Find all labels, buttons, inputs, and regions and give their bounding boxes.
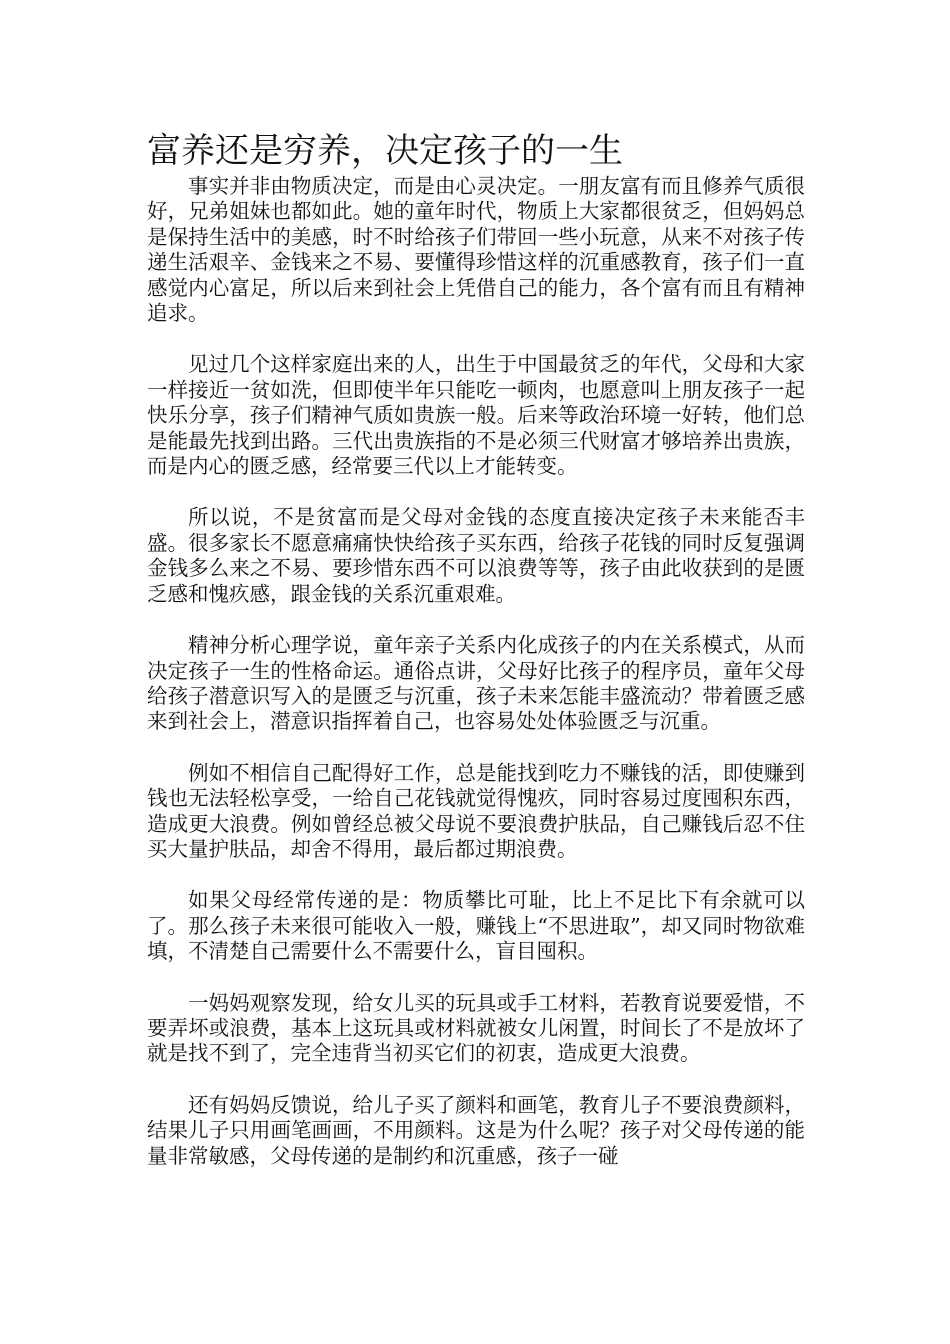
article-body: [147, 128, 805, 1228]
paragraph-5: 例如不相信自己配得好工作，总是能找到吃力不赚钱的活，即使赚到钱也无法轻松享受，一给自己花钱就觉得愧疚，同时容易过度囤积东西，造成更大浪费。例如曾经总被父母说不要浪费护肤品，自己赚钱后忍不住买大量护肤品，却舍不得用，最后都过期浪费。: [147, 760, 805, 861]
paragraph-3: 所以说，不是贫富而是父母对金钱的态度直接决定孩子未来能否丰盛。很多家长不愿意痛痛快快给孩子买东西，给孩子花钱的同时反复强调金钱多么来之不易、要珍惜东西不可以浪费等等，孩子由此收获到的是匮乏感和愧疚感，跟金钱的关系沉重艰难。: [147, 505, 805, 606]
paragraph-4: 精神分析心理学说，童年亲子关系内化成孩子的内在关系模式，从而决定孩子一生的性格命运。通俗点讲，父母好比孩子的程序员，童年父母给孩子潜意识写入的是匮乏与沉重，孩子未来怎能丰盛流动？带着匮乏感来到社会上，潜意识指挥着自己，也容易处处体验匮乏与沉重。: [147, 633, 805, 734]
paragraph-6: 如果父母经常传递的是：物质攀比可耻，比上不足比下有余就可以了。那么孩子未来很可能收入一般，赚钱上“不思进取”，却又同时物欲难填，不清楚自己需要什么不需要什么，盲目囤积。: [147, 888, 805, 964]
page-title: 富养还是穷养，决定孩子的一生: [147, 131, 623, 171]
paragraph-7: 一妈妈观察发现，给女儿买的玩具或手工材料，若教育说要爱惜，不要弄坏或浪费，基本上这玩具或材料就被女儿闲置，时间长了不是放坏了就是找不到了，完全违背当初买它们的初衷，造成更大浪费。: [147, 990, 805, 1066]
paragraph-2: 见过几个这样家庭出来的人，出生于中国最贫乏的年代，父母和大家一样接近一贫如洗，但即使半年只能吃一顿肉，也愿意叫上朋友孩子一起快乐分享，孩子们精神气质如贵族一般。后来等政治环境一好转，他们总是能最先找到出路。三代出贵族指的不是必须三代财富才够培养出贵族，而是内心的匮乏感，经常要三代以上才能转变。: [147, 352, 805, 479]
paragraph-1: 事实并非由物质决定，而是由心灵决定。一朋友富有而且修养气质很好，兄弟姐妹也都如此。她的童年时代，物质上大家都很贫乏，但妈妈总是保持生活中的美感，时不时给孩子们带回一些小玩意，从来不对孩子传递生活艰辛、金钱来之不易、要懂得珍惜这样的沉重感教育，孩子们一直感觉内心富足，所以后来到社会上凭借自己的能力，各个富有而且有精神追求。: [147, 174, 805, 326]
paragraph-8: 还有妈妈反馈说，给儿子买了颜料和画笔，教育儿子不要浪费颜料，结果儿子只用画笔画画，不用颜料。这是为什么呢？孩子对父母传递的能量非常敏感，父母传递的是制约和沉重感，孩子一碰: [147, 1092, 805, 1168]
